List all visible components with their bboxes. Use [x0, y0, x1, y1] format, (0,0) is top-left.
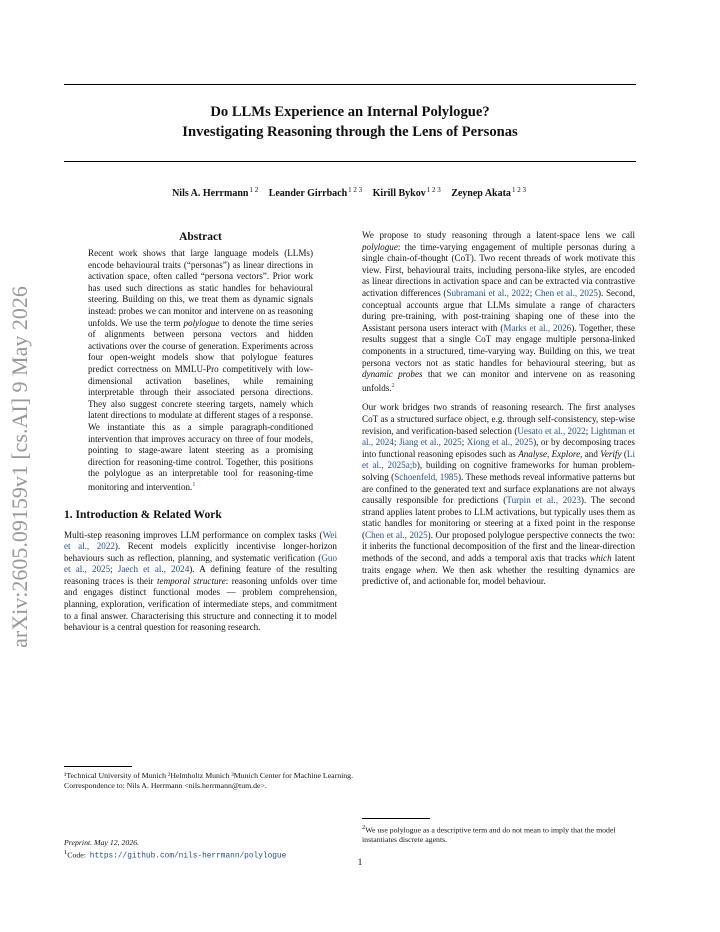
author: Kirill Bykov$^{1 2 3}$	[372, 186, 441, 200]
citation-link[interactable]: Jiang et al., 2025	[398, 437, 462, 448]
footnote-mark-2[interactable]: 2	[391, 382, 395, 389]
citation-link[interactable]: Guo et al., 2025	[64, 552, 337, 575]
intro-paragraph-2: We propose to study reasoning through a latent-space lens we call polylogue: the time-varying engagement of multiple personas during a single chain-of-thought (CoT). Two recent threads of work motivate this view. First, behavioural traits, including persona-like styles, are encoded as linear directions in activation space and can be extracted via contrastive activation differences (Subramani et al., 2022; Chen et al., 2025). Second, conceptual accounts argue that LLMs simulate a range of characters during pre-training, with post-training shaping one of these into the Assistant persona users interact with (Marks et al., 2026). Together, these results suggest that a single CoT may engage multiple persona-linked components in a structured, time-varying way. Building on this, we treat persona vectors not as static handles for behavioural steering, but as dynamic probes that we can monitor and intervene on as reasoning unfolds.$^2$	[362, 230, 635, 393]
code-url-link[interactable]: https://github.com/nils-herrmann/polylogue	[89, 852, 287, 861]
author-list	[64, 186, 636, 199]
footnote-2-block	[362, 818, 635, 845]
arxiv-stamp-text: arXiv:2605.09159v1 [cs.AI] 9 May 2026	[7, 286, 32, 648]
preprint-note: Preprint. May 12, 2026.	[64, 838, 140, 847]
page-number: 1	[357, 858, 363, 868]
paper-title-line2: Investigating Reasoning through the Lens of Personas	[182, 124, 518, 140]
intro-paragraph-3: Our work bridges two strands of reasoning research. The first analyses CoT as a structured surface object, e.g. through self-consistency, step-wise revision, and verification-based selection (Uesato et al., 2022; Lightman et al., 2024; Jiang et al., 2025; Xiong et al., 2025), or by decomposing traces into functional reasoning episodes such as Analyse, Explore, and Verify (Li et al., 2025a;b), building on cognitive frameworks for human problem-solving (Schoenfeld, 1985). These methods reveal informative patterns but are confined to the generated text and surface explanations are not always causally responsible for predictions (Turpin et al., 2023). The second strand applies latent probes to LLM activations, but typically uses them as static handles for monitoring or steering at a fixed point in the response (Chen et al., 2025). Our proposed polylogue perspective connects the two: it inherits the functional decomposition of the first and the linear-direction methods of the second, and adds a temporal axis that tracks which latent traits engage when. We then ask whether the resulting dynamics are predictive of, and actionable for, model behaviour.	[362, 402, 636, 587]
right-column	[362, 230, 635, 588]
affiliation-footnote-block	[64, 760, 354, 790]
affiliation-footnote: ¹Technical University of Munich ²Helmholtz Munich ³Munich Center for Machine Learning. Correspondence to: Nils A. Herrmann <nils.herrmann@tum.de>.	[64, 771, 354, 790]
footnote-mark-1[interactable]: 1	[192, 481, 196, 488]
abstract-heading: Abstract	[179, 231, 222, 243]
citation-link[interactable]: Uesato et al., 2022	[517, 425, 586, 436]
footnote-rule	[64, 766, 132, 767]
citation-link[interactable]: Lightman et al., 2024	[362, 425, 636, 448]
citation-link[interactable]: Jaech et al., 2024	[117, 564, 190, 575]
citation-link[interactable]: Turpin et al., 2023	[506, 495, 581, 506]
section-heading-intro: 1. Introduction & Related Work	[64, 508, 222, 521]
arxiv-stamp	[2, 242, 38, 692]
citation-link[interactable]: Chen et al., 2025	[365, 529, 428, 540]
author: Leander Girrbach$^{1 2 3}$	[268, 186, 363, 200]
citation-link[interactable]: Wei et al., 2022	[64, 529, 337, 552]
citation-link[interactable]: Marks et al., 2026	[503, 322, 572, 333]
paper-title-line1: Do LLMs Experience an Internal Polylogue?	[210, 104, 490, 120]
abstract-text: Recent work shows that large language models (LLMs) encode behavioural traits (“personas”) as linear directions in activation space, often called “persona vectors”. Prior work has used such directions as static handles for behavioural steering. Building on this, we treat them as dynamic signals instead: probes we can monitor and intervene on as reasoning unfolds. We use the term polylogue to denote the time series of alignments between persona vectors and hidden activations over the course of generation. Experiments across four open-weight models show that polylogue features predict correctness on MMLU-Pro competitively with low-dimensional activation baselines, while remaining interpretable through their associated persona directions. They also suggest concrete steering targets, namely which latent directions to modulate at different stages of a response. We instantiate this as a simple paragraph-conditioned intervention that improves accuracy on three of four models, pointing to stage-aware latent steering as a promising direction for reasoning-time control. Together, this positions the polylogue as an interpretable tool for reasoning-time monitoring and intervention.$^1$	[88, 248, 313, 492]
title-bottom-rule	[64, 161, 636, 162]
code-footnote: $^1$Code: https://github.com/nils-herrmann/polylogue	[64, 848, 287, 861]
citation-link[interactable]: Xiong et al., 2025	[466, 437, 534, 448]
title-top-rule	[64, 84, 636, 85]
intro-paragraph-1: Multi-step reasoning improves LLM performance on complex tasks (Wei et al., 2022). Recent models explicitly incentivise longer-horizon behaviours such as reflection, planning, and systematic verification (Guo et al., 2025; Jaech et al., 2024). A defining feature of the resulting reasoning traces is their temporal structure: reasoning unfolds over time and engages distinct functional modes — problem comprehension, planning, exploration, verification of intermediate steps, and commitment to a final answer. Characterising this structure and connecting it to model behaviour is a central question for reasoning research.	[64, 529, 338, 633]
author: Nils A. Herrmann$^{1 2}$	[172, 186, 259, 200]
citation-link[interactable]: Schoenfeld, 1985	[394, 471, 458, 482]
author: Zeynep Akata$^{1 2 3}$	[451, 186, 526, 200]
paper-title	[64, 102, 636, 142]
citation-link[interactable]: Subramani et al., 2022	[446, 287, 530, 298]
citation-link[interactable]: Li et al., 2025a;b	[362, 448, 636, 471]
footnote-2: $^2$We use polylogue as a descriptive term and do not mean to imply that the model instantiates discrete agents.	[362, 824, 616, 845]
footnote-rule	[362, 818, 430, 819]
left-column	[64, 230, 337, 634]
citation-link[interactable]: Chen et al., 2025	[534, 287, 598, 298]
